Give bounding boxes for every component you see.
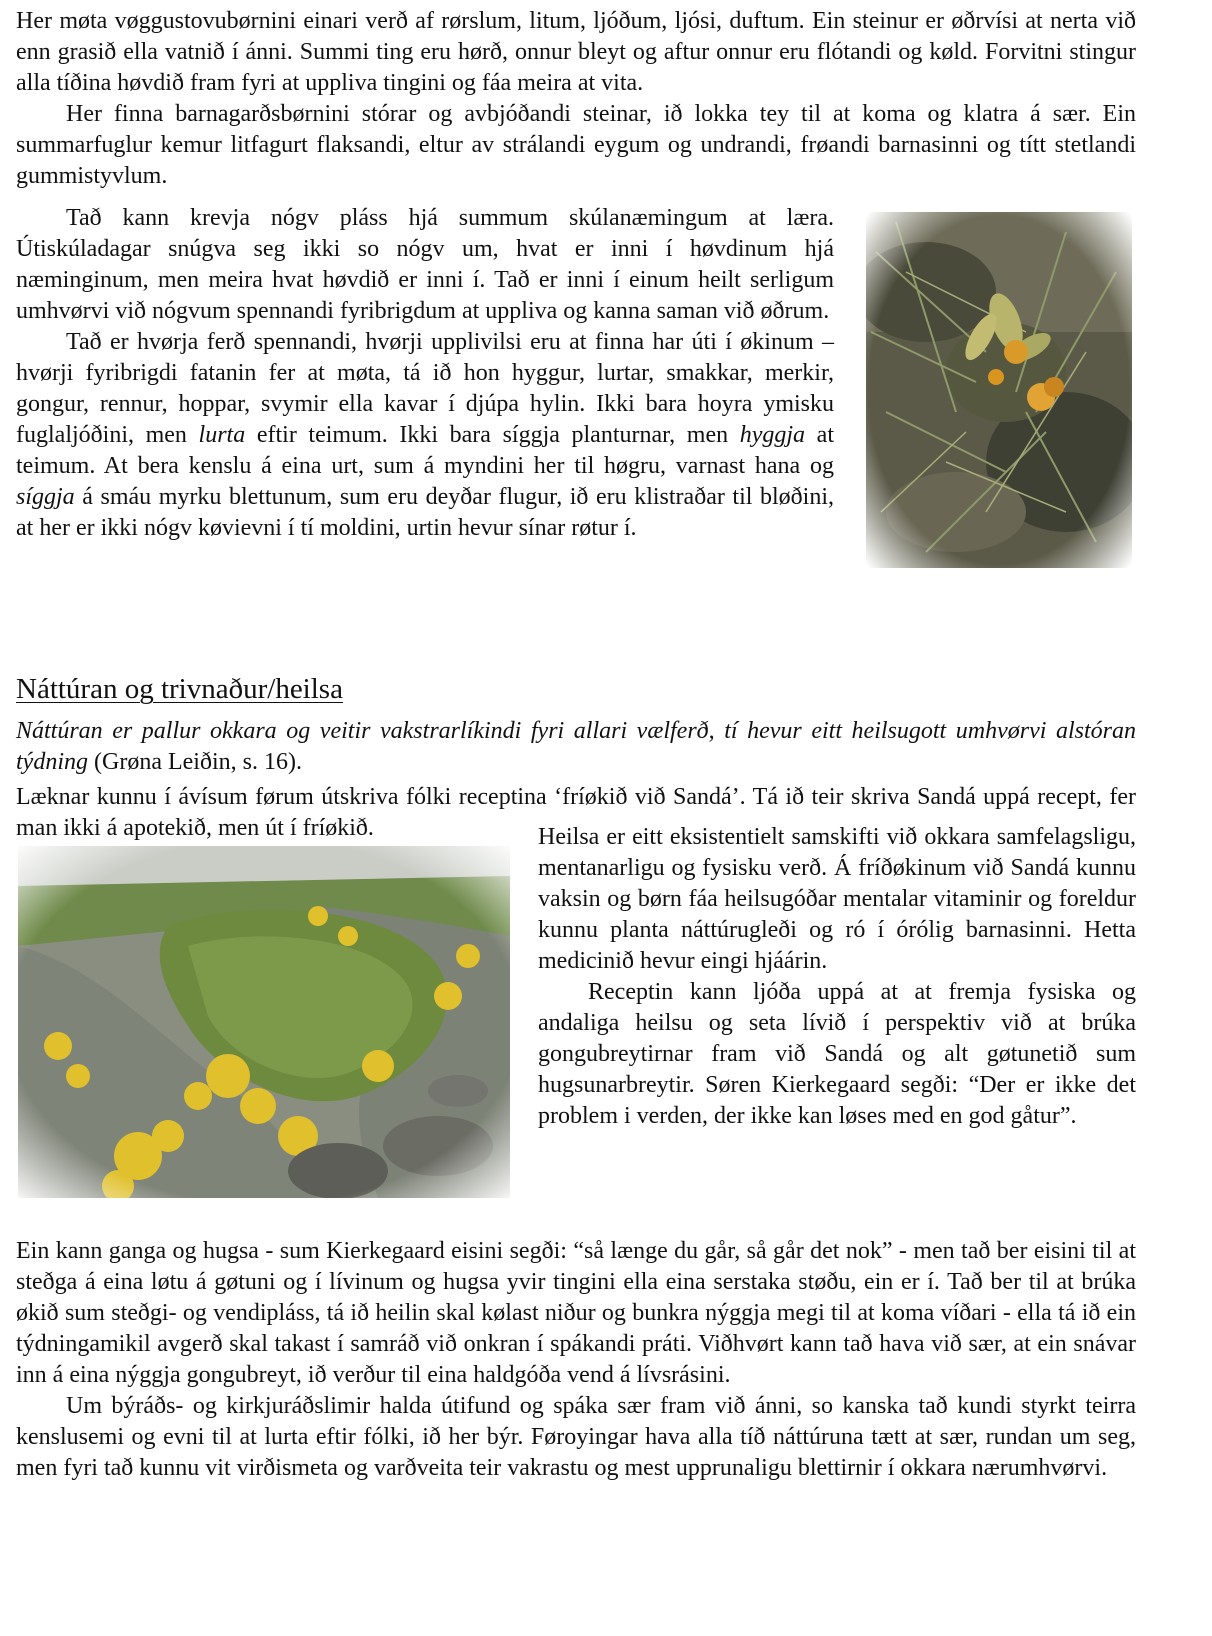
paragraph-kierkegaard: Receptin kann ljóða uppá at at fremja fysiska og andaliga heilsu og seta lívið í perspektiv við at brúka gongubreytirnar fram við Sandá og alt gøtunetið sum hugsunarbreytir. Søren Kierkegaard segði: “Der er ikke det problem i verden, der ikke kan løses med en god gåtur”. bbox=[538, 979, 1136, 1129]
health-text bbox=[538, 822, 1136, 1132]
paragraph-kindergarten: Her finna barnagarðsbørnini stórar og avbjóðandi steinar, ið lokka tey til at koma og klatra á sær. Ein summarfuglur kemur litfagurt flaksandi, eltur av strálandi eygum og undrandi, frøandi barnasinni og títt stetlandi gummistyvlum. bbox=[16, 101, 1136, 189]
paragraph-nursery: Her møta vøggustovubørnini einari verð af rørslum, litum, ljóðum, ljósi, duftum. Ein steinur er øðrvísi at nerta við enn grasið ella vatnið í ánni. Summi ting eru hørð, onnur bleyt og aftur onnur eru flótandi og køld. Forvitni stingur alla tíðina høvdið fram fyri at uppliva tingini og fáa meira at vita. bbox=[16, 8, 1136, 96]
quote-text: Náttúran er pallur okkara og veitir vakstrarlíkindi fyri allari vælferð, tí hevur eitt heilsugott umhvørvi alstóran týdning bbox=[16, 718, 1136, 775]
paragraph-health: Heilsa er eitt eksistentielt samskifti við okkara samfelagsligu, mentanarligu og fysisku verð. Á fríðøkinum við Sandá kunnu vaksin og børn fáa heilsugóðar mentalar vitaminir og foreldur kunnu planta náttúrugleði og ró í órólig barnasinni. Hetta medicinið hevur eingi hjáárin. bbox=[538, 824, 1136, 974]
paragraph-experiences: Tað er hvørja ferð spennandi, hvørji upplivilsi eru at finna har úti í økinum – hvørji fyribrigdi fatanin fer at møta, tá ið hon hyggur, lurtar, smakkar, merkir, gongur, rennur, hoppar, svymir ella kavar í djúpa hylin. Ikki bara hoyra ymisku fuglaljóðini, men lurta eftir teimum. Ikki bara síggja planturnar, men hyggja at teimum. At bera kenslu á eina urt, sum á myndini her til høgru, varnast hana og síggja á smáu myrku blettunum, sum eru deyðar flugur, ið eru klistraðar til bløðini, at her er ikki nógv køvievni í tí moldini, urtin hevur sínar røtur í. bbox=[16, 329, 834, 541]
quote bbox=[16, 716, 1136, 778]
river-photo bbox=[18, 846, 510, 1198]
paragraph-school: Tað kann krevja nógv pláss hjá summum skúlanæmingum at læra. Útiskúladagar snúgva seg ikki so nógv um, hvat er inni í høvdinum hjá næminginum, men meira hvat høvdið er inni í. Tað er inni í einum heilt serligum umhvørvi við nógvum spennandi fyribrigdum at uppliva og kanna saman við øðrum. bbox=[16, 205, 834, 324]
paragraph-walking: Ein kann ganga og hugsa - sum Kierkegaard eisini segði: “så længe du går, så går det nok” - men tað ber eisini til at steðga á eina løtu á gøtuni og í lívinum og hugsa yvir tingini ella eina serstaka støðu, ein er í. Tað ber til at brúka økið sum steðgi- og vendipláss, tá ið heilin skal kølast niður og bunkra nýggja megi til at koma víðari - ella tá ið ein týdningamikil avgerð skal takast í samráð við onkran í spákandi práti. Viðhvørt kann tað hava við sær, at ein snávar inn á eina nýggja gongubreyt, ið verður til eina haldgóða vend á lívsrásini. bbox=[16, 1238, 1136, 1388]
quote-source: (Grøna Leiðin, s. 16). bbox=[88, 749, 302, 775]
closing-text bbox=[16, 1236, 1136, 1484]
section-heading: Náttúran og trivnaður/heilsa bbox=[16, 673, 343, 705]
intro-text bbox=[16, 6, 1136, 192]
sundew-plant-photo bbox=[866, 212, 1132, 568]
school-text bbox=[16, 203, 834, 544]
paragraph-prescription: Læknar kunnu í ávísum førum útskriva fólki receptina ‘fríøkið við Sandá’. Tá ið teir skriva Sandá uppá recept, fer man ikki á apotekið, men út í fríøkið. bbox=[16, 784, 1136, 841]
paragraph-council: Um býráðs- og kirkjuráðslimir halda útifund og spáka sær fram við ánni, so kanska tað kundi styrkt teirra kenslusemi og evni til at lurta eftir fólki, ið her býr. Føroyingar hava alla tíð náttúruna tætt at sær, rundan um seg, men fyri tað kunnu vit virðismeta og varðveita teir vakrastu og mest upprunaligu blettirnir í okkara nærumhvørvi. bbox=[16, 1393, 1136, 1481]
